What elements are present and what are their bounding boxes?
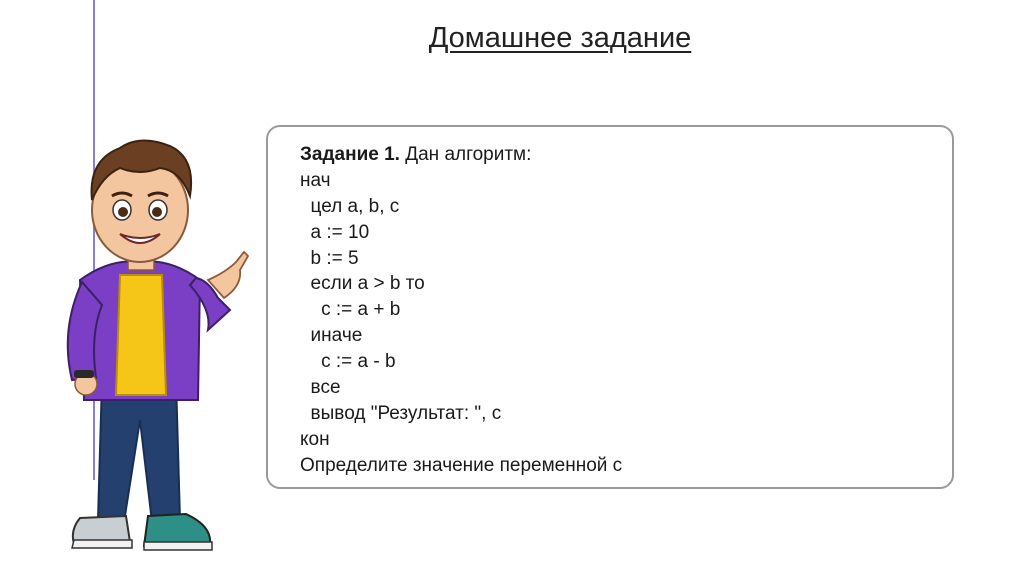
cartoon-boy-pointing-icon xyxy=(40,130,260,570)
algorithm-line: цел a, b, c xyxy=(300,195,400,217)
algorithm-line: если a > b то xyxy=(300,273,425,295)
task-content xyxy=(300,142,622,479)
algorithm-line: вывод "Результат: ", c xyxy=(300,402,502,424)
algorithm-line: иначе xyxy=(300,325,363,347)
algorithm-line: a := 10 xyxy=(300,221,370,243)
page-title: Домашнее задание xyxy=(428,22,692,54)
task-heading-bold: Задание 1. xyxy=(300,144,400,165)
algorithm-line: c := a + b xyxy=(300,299,401,321)
task-card xyxy=(266,125,954,489)
algorithm-line: b := 5 xyxy=(300,247,359,269)
algorithm-line: нач xyxy=(300,169,331,191)
task-heading-text: Дан алгоритм: xyxy=(399,144,532,165)
algorithm-line: кон xyxy=(300,428,330,450)
task-question: Определите значение переменной c xyxy=(300,454,623,476)
algorithm-line: все xyxy=(300,377,341,399)
task-heading xyxy=(300,142,622,168)
algorithm-line: c := a - b xyxy=(300,351,396,373)
